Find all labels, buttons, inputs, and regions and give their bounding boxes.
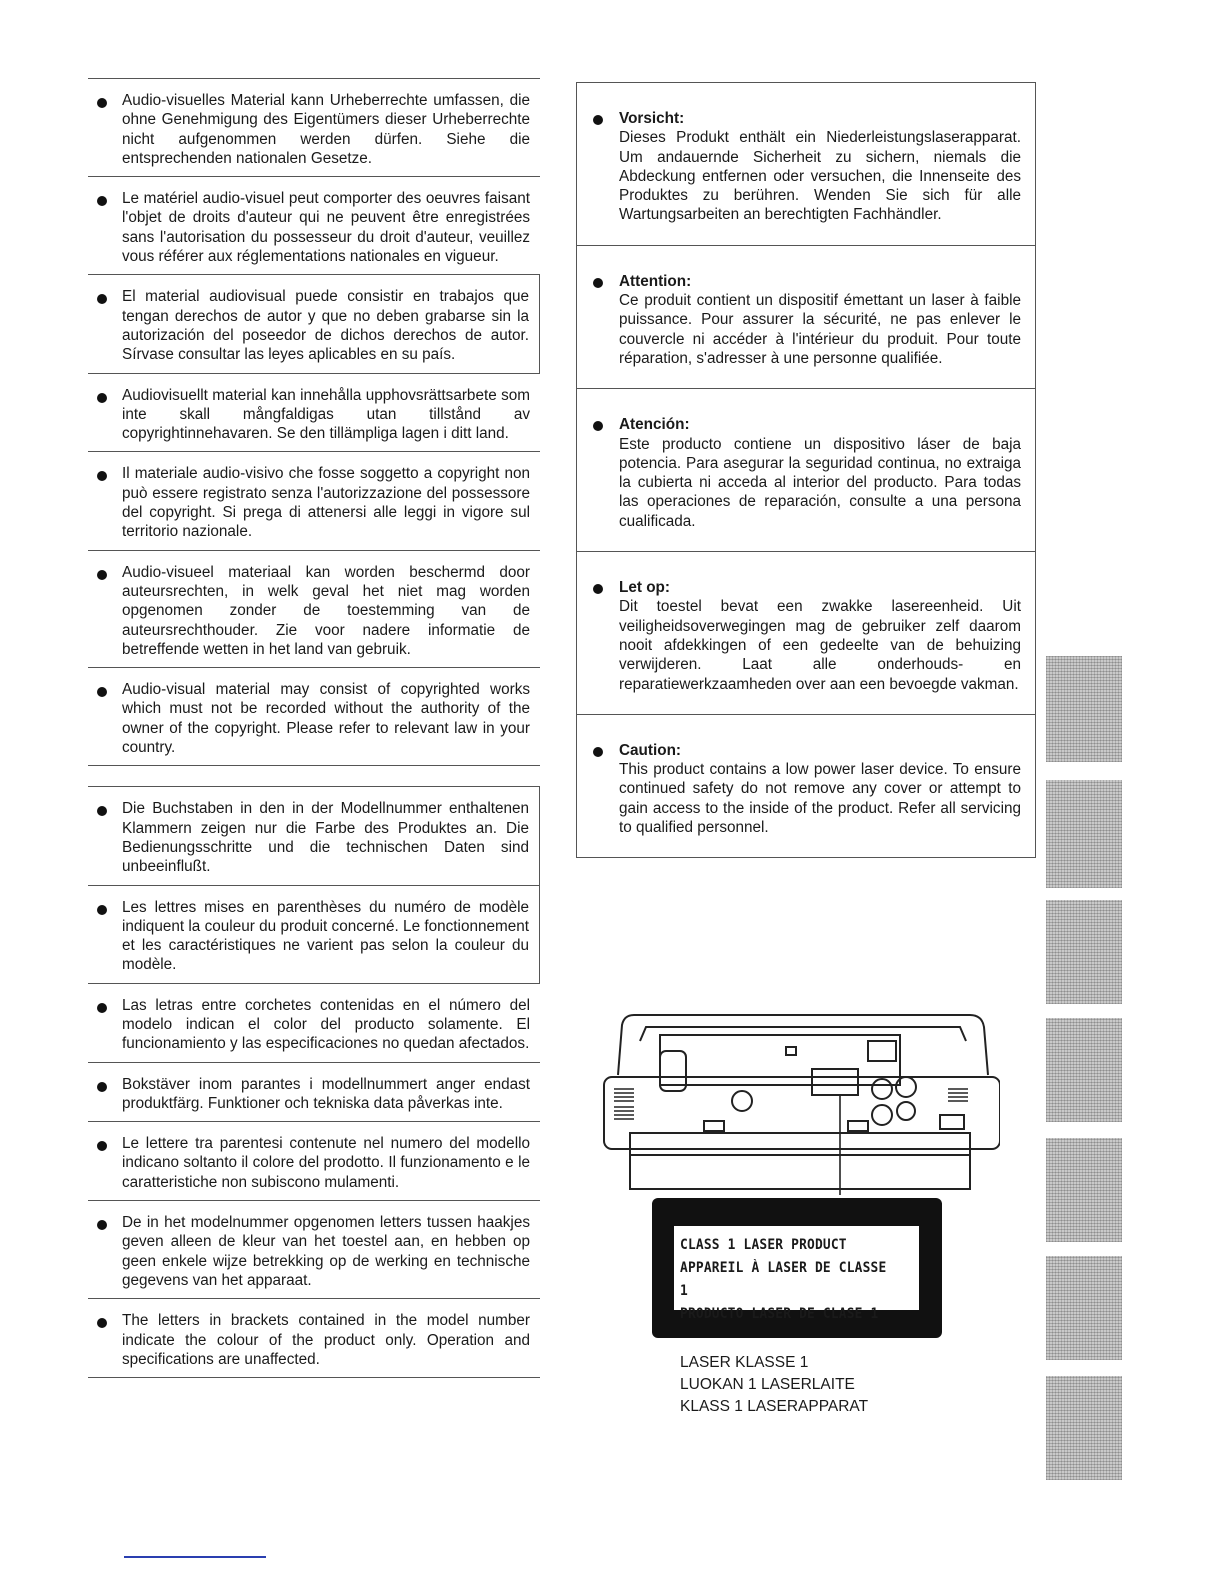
notice-text: Las letras entre corchetes contenidas en el número del modelo indican el color del producto solamente. El funcionamiento y las especificaciones no quedan afectados. [122, 996, 530, 1053]
caution-heading: Atención: [619, 416, 690, 434]
bullet-icon [97, 196, 107, 206]
bullet-icon [97, 1082, 107, 1092]
copyright-notice-it [88, 451, 540, 549]
notice-text: Audio-visual material may consist of copyrighted works which must not be recorded without the authority of the owner of the copyright. Please refer to relevant law in your country. [122, 681, 530, 757]
bullet-icon [97, 1141, 107, 1151]
laser-caution-de [576, 82, 1036, 245]
color-notice-en [88, 1298, 540, 1378]
laser-class-label [652, 1198, 942, 1338]
caution-text: Este producto contiene un dispositivo láser de baja potencia. Para asegurar la seguridad continua, no extraiga la cubierta ni acceda al interior del producto. Para todas las operaciones de reparación, consulte a una persona cualificada. [619, 435, 1021, 530]
copyright-notice-fr [88, 176, 540, 274]
thumb-index-tab [1046, 656, 1122, 762]
copyright-notice-en [88, 667, 540, 766]
bullet-icon [593, 421, 603, 431]
bullet-icon [97, 806, 107, 816]
laser-label-line-es: PRODUCTO LASER DE CLASE 1 [680, 1306, 879, 1322]
laser-label-panel [674, 1226, 919, 1322]
bullet-icon [593, 115, 603, 125]
right-column [576, 82, 1036, 858]
thumb-index-tab [1046, 1376, 1122, 1480]
thumb-index-tab [1046, 780, 1122, 888]
laser-class-notes [680, 1352, 868, 1418]
laser-label-line-en: CLASS 1 LASER PRODUCT [680, 1237, 847, 1253]
bullet-icon [97, 687, 107, 697]
copyright-notice-es [88, 274, 540, 372]
caution-heading: Caution: [619, 741, 682, 759]
notice-text: De in het modelnummer opgenomen letters tussen haakjes geven alleen de kleur van het toestel aan, en hebben op geen enkele wijze betrekking op de werking en technische gegevens van het apparaat. [122, 1214, 530, 1289]
color-notice-fr [88, 885, 540, 983]
bullet-icon [97, 905, 107, 915]
thumb-index-tab [1046, 1138, 1122, 1242]
caution-text: Dieses Produkt enthält ein Niederleistungslaserapparat. Um andauernde Sicherheit zu sichern, niemals die Abdeckung entfernen oder versuchen, die Innenseite des Produktes zu berühren. Wenden Sie sich für alle Wartungsarbeiten an berechtigten Fachhändler. [619, 129, 1021, 224]
caution-heading: Let op: [619, 579, 670, 597]
laser-label-line-fr: APPAREIL À LASER DE CLASSE 1 [680, 1260, 887, 1299]
color-notice-de [88, 786, 540, 884]
bullet-icon [97, 1318, 107, 1328]
thumb-index-tab [1046, 900, 1122, 1004]
notice-text: Die Buchstaben in den in der Modellnummer enthaltenen Klammern zeigen nur die Farbe des Produktes an. Die Bedienungsschritte und die technischen Daten sind unbeeinflußt. [122, 800, 529, 876]
laser-class-note-sv: KLASS 1 LASERAPPARAT [680, 1398, 869, 1415]
notice-text: Le lettere tra parentesi contenute nel numero del modello indicano soltanto il colore del prodotto. Il funzionamento e le caratteristiche non subiscono mulamenti. [122, 1135, 530, 1191]
bullet-icon [593, 278, 603, 288]
laser-caution-fr [576, 245, 1036, 388]
bullet-icon [97, 570, 107, 580]
color-notice-sv [88, 1062, 540, 1122]
bullet-icon [97, 294, 107, 304]
bullet-icon [97, 393, 107, 403]
caution-heading: Vorsicht: [619, 110, 685, 127]
notice-text: Les lettres mises en parenthèses du numéro de modèle indiquent la couleur du produit concerné. Le fonctionnement et les caractéristiques ne varient pas selon la couleur du modèle. [122, 898, 529, 974]
caution-text: Ce produit contient un dispositif émettant un laser à faible puissance. Pour assurer la sécurité, ne pas enlever le couvercle ni accéder à l'intérieur du produit. Pour toute réparation, s'adresser à une personne qualifiée. [619, 292, 1021, 367]
device-illustration [600, 1005, 1000, 1195]
notice-text: Audio-visuelles Material kann Urheberrechte umfassen, die ohne Genehmigung des Eigentümers dieser Urheberrechte nicht aufgenommen werden dürfen. Siehe die entsprechenden nationalen Gesetze. [122, 92, 530, 167]
thumb-index-tab [1046, 1018, 1122, 1122]
caution-text: This product contains a low power laser device. To ensure continued safety do not remove any cover or attempt to gain access to the inside of the product. Refer all servicing to qualified personnel. [619, 761, 1021, 837]
bullet-icon [97, 471, 107, 481]
footer-rule [124, 1556, 266, 1558]
caution-text: Dit toestel bevat een zwakke lasereenheid. Uit veiligheidsoverwegingen mag de gebruiker zelf daarom nooit afdekkingen of een gedeelte van de behuizing verwijderen. Laat alle onderhouds- en reparatiewerkzaamheden over aan een bevoegde vakman. [619, 598, 1021, 693]
left-column [88, 78, 540, 1378]
color-notice-nl [88, 1200, 540, 1298]
laser-class-note-de: LASER KLASSE 1 [680, 1354, 809, 1371]
notice-text: The letters in brackets contained in the model number indicate the colour of the product only. Operation and specifications are unaffected. [122, 1312, 530, 1368]
notice-text: El material audiovisual puede consistir en trabajos que tengan derechos de autor y que no deben grabarse sin la autorización del poseedor de dichos derechos de autor. Sírvase consultar las leyes aplicables en su país. [122, 288, 529, 364]
bullet-icon [97, 1220, 107, 1230]
caution-heading: Attention: [619, 272, 692, 290]
copyright-notice-nl [88, 550, 540, 667]
copyright-notice-de [88, 78, 540, 176]
thumb-index-tab [1046, 1256, 1122, 1360]
notice-text: Bokstäver inom parantes i modellnummert anger endast produktfärg. Funktioner och tekniska data påverkas inte. [122, 1075, 530, 1112]
color-notice-it [88, 1121, 540, 1200]
notice-text: Le matériel audio-visuel peut comporter des oeuvres faisant l'objet de droits d'auteur qui ne peuvent être enregistrées sans l'autorisation du possesseur du droit d'auteur, veuillez vous référer aux réglementations nationales en vigueur. [122, 190, 530, 266]
color-notice-es [88, 983, 540, 1062]
notice-text: Audiovisuellt material kan innehålla upphovsrättsarbete som inte skall mångfaldigas utan tillstånd av copyrightinnehavaren. Se den tillämpliga lagen i ditt land. [122, 386, 530, 443]
bullet-icon [97, 98, 107, 108]
laser-caution-nl [576, 551, 1036, 714]
laser-caution-en [576, 714, 1036, 858]
thumb-index-strips [1046, 0, 1126, 1584]
copyright-notice-sv [88, 373, 540, 452]
bullet-icon [97, 1003, 107, 1013]
laser-caution-es [576, 388, 1036, 551]
bullet-icon [593, 747, 603, 757]
notice-text: Il materiale audio-visivo che fosse soggetto a copyright non può essere registrato senza l'autorizzazione del possessore del copyright. Si prega di attenersi alle leggi in vigore sul territorio nazionale. [122, 465, 530, 541]
notice-text: Audio-visueel materiaal kan worden beschermd door auteursrechten, in welk geval het niet mag worden opgenomen zonder de toestemming van de auteursrechthouder. Zie voor nadere informatie de betreffende wetten in het land van gebruik. [122, 563, 530, 658]
laser-class-note-fi: LUOKAN 1 LASERLAITE [680, 1376, 855, 1393]
bullet-icon [593, 584, 603, 594]
